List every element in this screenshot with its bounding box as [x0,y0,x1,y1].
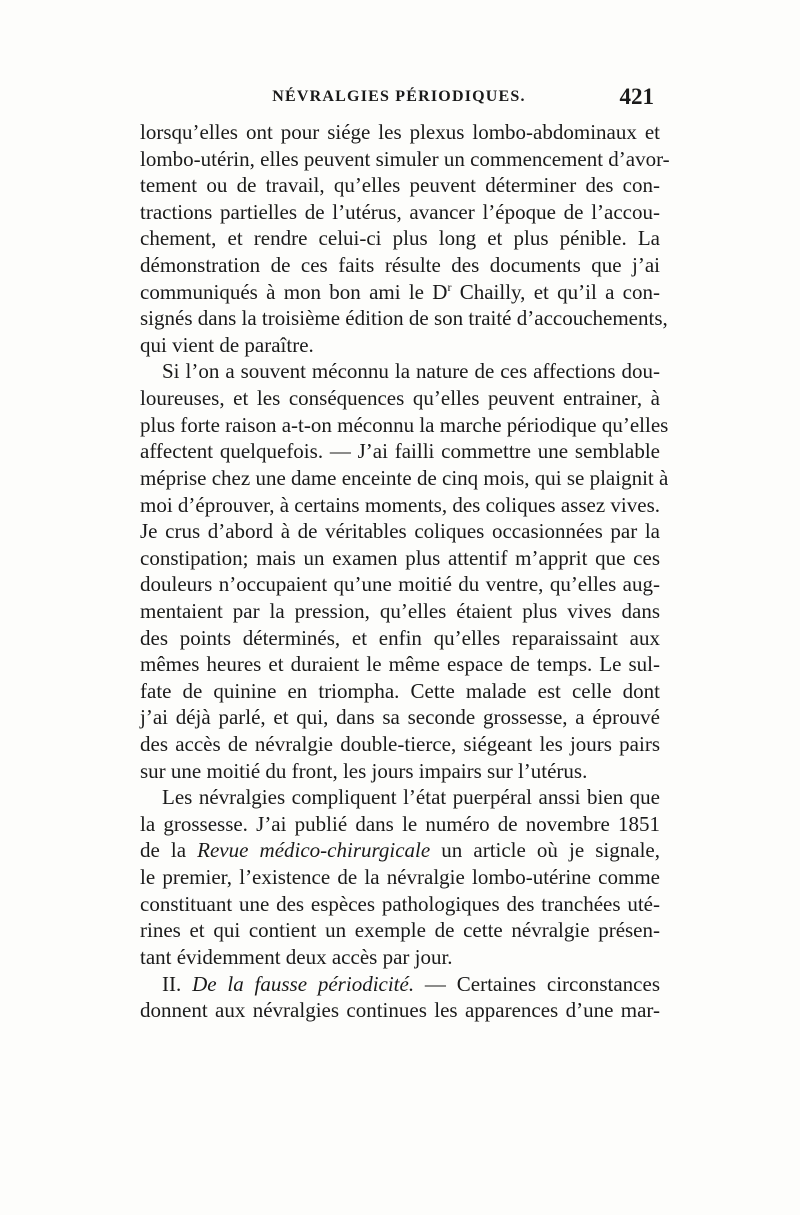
text-segment: un article où je signale, [430,838,660,863]
text-line [140,837,660,864]
text-line: fate de quinine en triompha. Cette malade est celle dont [140,678,660,703]
text-line: méprise chez une dame enceinte de cinq mois, qui se plaignit à [140,465,669,490]
page-number: 421 [619,84,654,109]
text-line: des accès de névralgie double-tierce, siégeant les jours pairs [140,732,660,757]
text-line: des points déterminés, et enfin qu’elles reparaissaint aux [140,625,660,650]
text-line: affectent quelquefois. — J’ai failli commettre une semblable [140,439,660,464]
text-line: plus forte raison a-t-on méconnu la marche périodique qu’elles [140,412,669,437]
text-line: qui vient de paraître. [140,332,314,357]
text-line: constituant une des espèces pathologiques des tranchées uté- [140,891,660,916]
text-line: le premier, l’existence de la névralgie lombo-utérine comme [140,865,660,890]
text-line: moi d’éprouver, à certains moments, des coliques assez vives. [140,492,660,517]
text-line: Je crus d’abord à de véritables coliques occasionnées par la [140,519,660,544]
text-line: j’ai déjà parlé, et qui, dans sa seconde grossesse, a éprouvé [140,705,660,730]
body-text [140,119,670,1024]
text-segment: — Certaines circonstances [414,971,660,996]
text-line: la grossesse. J’ai publié dans le numéro de novembre 1851 [140,811,660,836]
text-line: mentaient par la pression, qu’elles étaient plus vives dans [140,598,660,623]
text-line: rines et qui contient un exemple de cette névralgie présen- [140,918,660,943]
text-line: Si l’on a souvent méconnu la nature de ces affections dou- [162,359,660,384]
text-line: chement, et rendre celui-ci plus long et plus pénible. La [140,226,660,251]
text-segment: de la [140,838,198,863]
text-line: constipation; mais un examen plus attentif m’apprit que ces [140,545,660,570]
text-line: démonstration de ces faits résulte des documents que j’ai [140,253,660,278]
text-line [140,971,660,998]
text-line: Les névralgies compliquent l’état puerpéral anssi bien que [162,785,660,810]
running-head [138,84,660,114]
journal-title: Revue médico-chirurgicale [197,838,431,863]
text-line: sur une moitié du front, les jours impairs sur l’utérus. [140,758,588,783]
text-line: douleurs n’occupaient qu’une moitié du ventre, qu’elles aug- [140,572,660,597]
text-line: mêmes heures et duraient le même espace de temps. Le sul- [140,652,660,677]
text-segment: communiqués à mon bon ami le D [140,279,448,304]
text-line: signés dans la troisième édition de son traité d’accouchements, [140,306,668,331]
section-number: II. [162,971,193,996]
text-line: donnent aux névralgies continues les apparences d’une mar- [140,998,660,1023]
section-title: De la fausse périodicité. [192,971,415,996]
text-line [140,279,660,306]
text-line: lorsqu’elles ont pour siége les plexus lombo-abdominaux et [140,120,660,144]
text-line: loureuses, et les conséquences qu’elles peuvent entrainer, à [140,386,660,411]
running-title: NÉVRALGIES PÉRIODIQUES. [272,88,526,105]
text-line: tractions partielles de l’utérus, avancer l’époque de l’accou- [140,199,660,224]
superscript: r [447,279,452,294]
text-line: tant évidemment deux accès par jour. [140,944,453,969]
text-segment: Chailly, et qu’il a con- [451,279,660,304]
text-line: lombo-utérin, elles peuvent simuler un commencement d’avor- [140,146,670,171]
text-line: tement ou de travail, qu’elles peuvent déterminer des con- [140,173,660,198]
